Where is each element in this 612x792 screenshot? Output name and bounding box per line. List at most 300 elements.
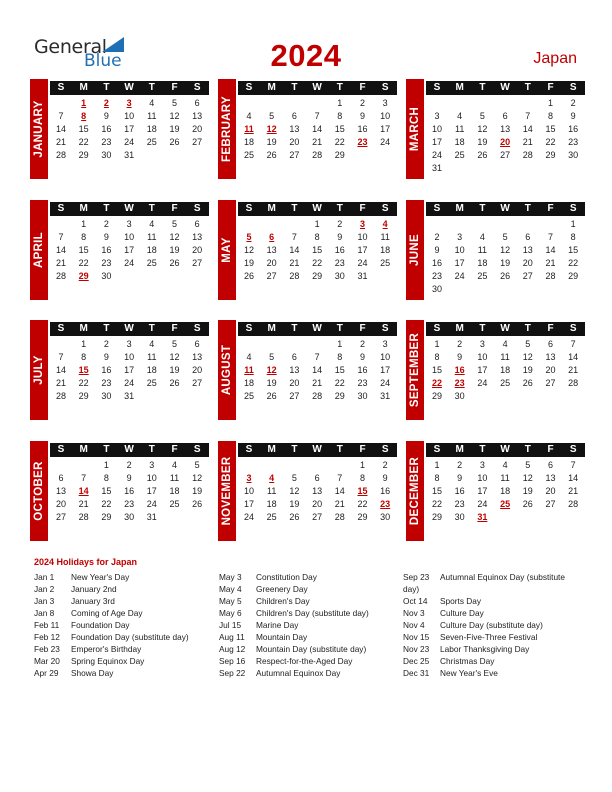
holiday-date: Nov 4 <box>403 620 425 630</box>
month-august <box>218 322 397 422</box>
holiday-name: January 2nd <box>71 584 117 594</box>
day-cell: 16 <box>431 258 442 268</box>
day-cell: 28 <box>545 271 556 281</box>
week-row <box>426 162 585 175</box>
day-cell: 31 <box>357 271 368 281</box>
week-row <box>50 498 209 511</box>
day-cell: 28 <box>55 271 66 281</box>
week-row <box>238 351 397 364</box>
day-cell: 16 <box>454 486 465 496</box>
weekday-label: F <box>359 444 366 455</box>
weekday-label: M <box>79 203 88 214</box>
weekday-label: S <box>57 82 65 93</box>
day-cell: 27 <box>192 137 203 147</box>
weekday-label: S <box>381 323 389 334</box>
holiday-name: day) <box>403 584 420 594</box>
day-cell: 8 <box>359 473 365 483</box>
day-cell: 8 <box>81 352 87 362</box>
month-name: OCTOBER <box>33 461 45 521</box>
weekday-label: S <box>569 323 577 334</box>
day-cell: 30 <box>101 271 112 281</box>
day-cell: 2 <box>359 98 365 108</box>
month-name: JUNE <box>409 234 421 266</box>
day-cell: 26 <box>522 499 533 509</box>
day-cell: 26 <box>192 499 203 509</box>
day-cell: 17 <box>243 499 254 509</box>
weekday-label: M <box>455 82 464 93</box>
day-cell: 18 <box>169 486 180 496</box>
day-cell: 13 <box>55 486 66 496</box>
holiday-date: Nov 3 <box>403 608 425 618</box>
day-cell: 7 <box>570 339 576 349</box>
weekday-header <box>426 322 585 336</box>
holiday-day-cell: 31 <box>477 512 488 522</box>
day-cell: 12 <box>477 124 488 134</box>
week-row <box>238 257 397 270</box>
weekday-label: S <box>193 82 201 93</box>
holiday-date: Apr 29 <box>34 668 59 678</box>
day-cell: 22 <box>78 258 89 268</box>
weekday-label: W <box>312 323 322 334</box>
day-cell: 26 <box>289 512 300 522</box>
day-cell: 26 <box>169 137 180 147</box>
month-name: FEBRUARY <box>221 96 233 162</box>
week-row <box>238 97 397 110</box>
day-cell: 7 <box>81 473 87 483</box>
day-cell: 3 <box>457 232 463 242</box>
week-row <box>238 270 397 283</box>
week-row <box>50 257 209 270</box>
day-grid <box>426 97 585 175</box>
month-name: NOVEMBER <box>221 456 233 526</box>
day-cell: 17 <box>124 365 135 375</box>
day-cell: 9 <box>103 111 109 121</box>
holiday-date: Aug 12 <box>219 644 246 654</box>
week-row <box>50 123 209 136</box>
day-cell: 25 <box>146 378 157 388</box>
week-row <box>238 149 397 162</box>
day-cell: 17 <box>357 245 368 255</box>
weekday-label: W <box>312 82 322 93</box>
day-cell: 15 <box>431 486 442 496</box>
day-cell: 13 <box>289 365 300 375</box>
day-cell: 31 <box>380 391 391 401</box>
day-cell: 11 <box>477 245 488 255</box>
week-row <box>426 485 585 498</box>
day-cell: 17 <box>380 124 391 134</box>
day-cell: 21 <box>55 258 66 268</box>
month-september <box>406 322 585 422</box>
week-row <box>238 485 397 498</box>
day-cell: 7 <box>547 232 553 242</box>
day-cell: 21 <box>568 365 579 375</box>
day-grid <box>238 97 397 162</box>
day-cell: 17 <box>124 245 135 255</box>
weekday-label: T <box>479 444 486 455</box>
day-cell: 4 <box>457 111 463 121</box>
day-cell: 6 <box>194 339 200 349</box>
day-cell: 29 <box>101 512 112 522</box>
holiday-date: Sep 22 <box>219 668 246 678</box>
day-cell: 2 <box>103 339 109 349</box>
day-cell: 26 <box>169 378 180 388</box>
weekday-label: F <box>359 203 366 214</box>
day-cell: 19 <box>289 499 300 509</box>
weekday-header <box>238 443 397 457</box>
day-cell: 19 <box>169 124 180 134</box>
day-cell: 13 <box>545 352 556 362</box>
day-cell: 6 <box>291 352 297 362</box>
day-cell: 8 <box>337 111 343 121</box>
weekday-label: S <box>193 203 201 214</box>
month-march <box>406 81 585 181</box>
day-cell: 25 <box>146 258 157 268</box>
month-december <box>406 443 585 543</box>
holiday-name: Foundation Day (substitute day) <box>71 632 189 642</box>
day-cell: 10 <box>380 352 391 362</box>
week-row <box>50 97 209 110</box>
day-cell: 19 <box>192 486 203 496</box>
day-cell: 19 <box>169 245 180 255</box>
week-row <box>426 472 585 485</box>
day-cell: 15 <box>431 365 442 375</box>
day-cell: 10 <box>477 352 488 362</box>
day-cell: 11 <box>147 111 157 121</box>
day-cell: 2 <box>382 460 388 470</box>
day-cell: 4 <box>502 460 508 470</box>
week-row <box>238 338 397 351</box>
holiday-name: Autumnal Equinox Day <box>256 668 341 678</box>
week-row <box>426 498 585 511</box>
day-cell: 12 <box>169 352 180 362</box>
day-cell: 7 <box>314 111 320 121</box>
day-cell: 29 <box>334 150 345 160</box>
day-cell: 28 <box>568 499 579 509</box>
holiday-day-cell: 16 <box>454 365 465 375</box>
day-cell: 18 <box>146 124 157 134</box>
week-row <box>426 97 585 110</box>
holiday-day-cell: 20 <box>500 137 511 147</box>
month-may <box>218 202 397 302</box>
week-row <box>50 218 209 231</box>
holiday-name: Children's Day (substitute day) <box>256 608 369 618</box>
day-cell: 3 <box>434 111 440 121</box>
holiday-date: Dec 25 <box>403 656 430 666</box>
day-cell: 8 <box>547 111 553 121</box>
day-grid <box>426 218 585 296</box>
weekday-label: S <box>57 444 65 455</box>
day-cell: 24 <box>124 258 135 268</box>
day-cell: 30 <box>454 512 465 522</box>
day-cell: 18 <box>243 137 254 147</box>
day-cell: 15 <box>568 245 579 255</box>
day-cell: 19 <box>500 258 511 268</box>
day-cell: 4 <box>479 232 485 242</box>
day-cell: 5 <box>502 232 508 242</box>
day-cell: 6 <box>547 460 553 470</box>
day-cell: 19 <box>477 137 488 147</box>
day-cell: 17 <box>124 124 135 134</box>
day-cell: 23 <box>124 499 135 509</box>
day-cell: 1 <box>81 339 87 349</box>
weekday-header <box>426 81 585 95</box>
weekday-label: T <box>524 323 531 334</box>
day-cell: 24 <box>146 499 157 509</box>
day-cell: 10 <box>146 473 157 483</box>
weekday-label: S <box>433 444 441 455</box>
day-cell: 6 <box>314 473 320 483</box>
day-cell: 26 <box>169 258 180 268</box>
week-row <box>238 364 397 377</box>
day-cell: 3 <box>382 339 388 349</box>
day-cell: 21 <box>55 137 66 147</box>
day-cell: 4 <box>246 111 252 121</box>
weekday-label: T <box>479 323 486 334</box>
day-cell: 27 <box>55 512 66 522</box>
weekday-label: F <box>547 323 554 334</box>
week-row <box>50 270 209 283</box>
day-cell: 14 <box>568 473 579 483</box>
day-grid <box>50 459 209 524</box>
day-cell: 14 <box>55 365 66 375</box>
weekday-label: T <box>336 82 343 93</box>
month-february <box>218 81 397 181</box>
day-cell: 15 <box>334 365 345 375</box>
day-cell: 2 <box>126 460 132 470</box>
month-name: MAY <box>221 237 233 263</box>
day-cell: 2 <box>457 460 463 470</box>
month-name: MARCH <box>409 106 421 152</box>
week-row <box>50 149 209 162</box>
day-cell: 10 <box>477 473 488 483</box>
holiday-name: Constitution Day <box>256 572 317 582</box>
day-cell: 12 <box>500 245 511 255</box>
day-cell: 12 <box>192 473 203 483</box>
holiday-name: Showa Day <box>71 668 114 678</box>
day-cell: 10 <box>357 232 368 242</box>
holiday-date: Feb 12 <box>34 632 60 642</box>
week-row <box>238 459 397 472</box>
holiday-day-cell: 23 <box>454 378 465 388</box>
week-row <box>50 364 209 377</box>
month-name: AUGUST <box>221 344 233 396</box>
weekday-label: W <box>500 323 510 334</box>
weekday-label: W <box>124 444 134 455</box>
month-name: SEPTEMBER <box>409 332 421 408</box>
day-cell: 5 <box>269 111 275 121</box>
day-cell: 26 <box>522 378 533 388</box>
weekday-label: T <box>336 444 343 455</box>
day-cell: 10 <box>124 232 135 242</box>
holiday-date: Dec 31 <box>403 668 430 678</box>
day-cell: 9 <box>457 352 463 362</box>
day-cell: 6 <box>194 219 200 229</box>
week-row <box>426 364 585 377</box>
week-row <box>426 459 585 472</box>
day-cell: 14 <box>334 486 345 496</box>
day-cell: 18 <box>454 137 465 147</box>
month-band <box>406 441 424 541</box>
day-cell: 1 <box>337 339 343 349</box>
day-cell: 11 <box>169 473 180 483</box>
day-cell: 26 <box>266 391 277 401</box>
weekday-label: S <box>381 82 389 93</box>
holiday-name: Respect-for-the-Aged Day <box>256 656 353 666</box>
weekday-label: M <box>267 444 276 455</box>
day-cell: 30 <box>454 391 465 401</box>
weekday-header <box>50 202 209 216</box>
day-cell: 31 <box>431 163 442 173</box>
day-cell: 22 <box>334 137 345 147</box>
day-cell: 18 <box>243 378 254 388</box>
month-april <box>30 202 209 302</box>
weekday-label: T <box>148 323 155 334</box>
day-cell: 9 <box>457 473 463 483</box>
weekday-label: T <box>148 444 155 455</box>
month-july <box>30 322 209 422</box>
day-cell: 5 <box>171 339 177 349</box>
day-cell: 7 <box>570 460 576 470</box>
day-grid <box>426 459 585 524</box>
month-january <box>30 81 209 181</box>
week-row <box>238 123 397 136</box>
day-cell: 17 <box>146 486 157 496</box>
day-cell: 16 <box>124 486 135 496</box>
weekday-label: S <box>569 203 577 214</box>
month-name: JULY <box>33 355 45 385</box>
weekday-label: F <box>171 82 178 93</box>
day-cell: 7 <box>525 111 531 121</box>
weekday-label: W <box>124 323 134 334</box>
day-cell: 24 <box>431 150 442 160</box>
day-cell: 27 <box>312 512 323 522</box>
holiday-name: Mountain Day <box>256 632 308 642</box>
day-cell: 13 <box>312 486 323 496</box>
day-cell: 13 <box>289 124 300 134</box>
day-cell: 1 <box>337 98 343 108</box>
holiday-date: Jul 15 <box>219 620 242 630</box>
month-name: APRIL <box>33 232 45 268</box>
week-row <box>426 218 585 231</box>
holiday-date: Jan 1 <box>34 572 55 582</box>
day-cell: 29 <box>431 391 442 401</box>
weekday-label: T <box>524 203 531 214</box>
day-cell: 4 <box>149 339 155 349</box>
weekday-label: T <box>479 82 486 93</box>
day-cell: 24 <box>380 378 391 388</box>
day-cell: 27 <box>192 258 203 268</box>
day-cell: 1 <box>81 219 87 229</box>
week-row <box>50 511 209 524</box>
week-row <box>50 110 209 123</box>
week-row <box>50 351 209 364</box>
day-cell: 3 <box>149 460 155 470</box>
day-cell: 20 <box>522 258 533 268</box>
weekday-label: W <box>500 82 510 93</box>
day-cell: 11 <box>380 232 390 242</box>
weekday-label: W <box>124 203 134 214</box>
day-cell: 2 <box>457 339 463 349</box>
day-cell: 22 <box>431 499 442 509</box>
holiday-name: Greenery Day <box>256 584 308 594</box>
day-cell: 7 <box>291 232 297 242</box>
day-cell: 22 <box>312 258 323 268</box>
country-label: Japan <box>533 50 577 67</box>
weekday-label: T <box>291 444 298 455</box>
day-cell: 19 <box>266 378 277 388</box>
day-cell: 1 <box>359 460 365 470</box>
day-cell: 4 <box>149 219 155 229</box>
holiday-day-cell: 12 <box>266 124 277 134</box>
day-grid <box>50 218 209 283</box>
day-cell: 16 <box>357 365 368 375</box>
weekday-label: S <box>57 323 65 334</box>
week-row <box>426 244 585 257</box>
weekday-label: T <box>524 82 531 93</box>
day-cell: 23 <box>334 258 345 268</box>
day-cell: 21 <box>289 258 300 268</box>
week-row <box>426 270 585 283</box>
day-cell: 2 <box>103 219 109 229</box>
day-cell: 1 <box>103 460 109 470</box>
day-cell: 6 <box>58 473 64 483</box>
day-cell: 9 <box>382 473 388 483</box>
weekday-label: S <box>433 323 441 334</box>
weekday-label: M <box>455 323 464 334</box>
day-cell: 28 <box>312 391 323 401</box>
holiday-date: Nov 15 <box>403 632 430 642</box>
holiday-name: New Year's Eve <box>440 668 498 678</box>
weekday-label: F <box>171 203 178 214</box>
day-cell: 7 <box>58 352 64 362</box>
day-cell: 8 <box>337 352 343 362</box>
day-cell: 24 <box>477 499 488 509</box>
day-cell: 24 <box>243 512 254 522</box>
day-cell: 7 <box>58 111 64 121</box>
day-cell: 7 <box>314 352 320 362</box>
weekday-label: S <box>569 444 577 455</box>
day-cell: 5 <box>171 98 177 108</box>
weekday-label: F <box>547 82 554 93</box>
day-cell: 10 <box>431 124 442 134</box>
day-cell: 6 <box>194 98 200 108</box>
week-row <box>426 283 585 296</box>
weekday-label: T <box>291 203 298 214</box>
day-cell: 14 <box>312 124 323 134</box>
month-october <box>30 443 209 543</box>
holiday-date: Jan 2 <box>34 584 55 594</box>
holiday-day-cell: 11 <box>244 124 254 134</box>
weekday-label: M <box>267 82 276 93</box>
holiday-day-cell: 3 <box>359 219 365 229</box>
weekday-label: T <box>148 203 155 214</box>
day-cell: 5 <box>171 219 177 229</box>
day-cell: 30 <box>334 271 345 281</box>
day-cell: 17 <box>477 365 488 375</box>
day-cell: 16 <box>380 486 391 496</box>
day-cell: 23 <box>568 137 579 147</box>
day-cell: 23 <box>357 378 368 388</box>
day-cell: 29 <box>357 512 368 522</box>
day-cell: 4 <box>171 460 177 470</box>
day-cell: 25 <box>380 258 391 268</box>
holiday-name: Mountain Day (substitute day) <box>256 644 367 654</box>
weekday-label: W <box>124 82 134 93</box>
day-cell: 17 <box>477 486 488 496</box>
holiday-date: Sep 23 <box>403 572 430 582</box>
week-row <box>238 110 397 123</box>
day-cell: 20 <box>545 486 556 496</box>
